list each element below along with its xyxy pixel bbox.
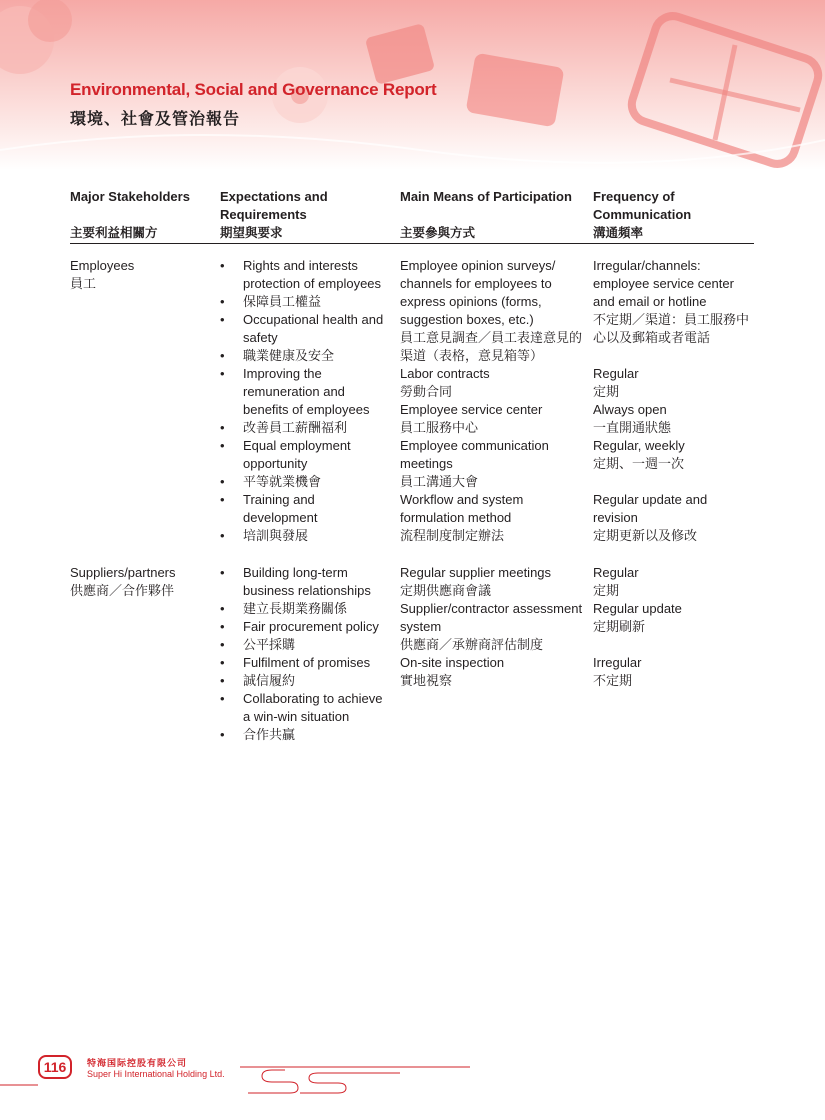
stakeholder-table [70, 188, 754, 764]
list-item: • Rights and interests protection of employees [220, 257, 390, 293]
list-item: • Improving the remuneration and benefits of employees [220, 365, 390, 419]
stakeholder-cell: Suppliers/partners 供應商／合作夥伴 [70, 565, 176, 598]
table-row [70, 257, 754, 564]
list-item: • 保障員工權益 [220, 293, 390, 311]
list-item: • Fulfilment of promises [220, 654, 390, 672]
list-item: • Fair procurement policy [220, 618, 390, 636]
list-item: • Building long-term business relationships [220, 564, 390, 600]
list-item: • 公平採購 [220, 636, 390, 654]
header-major-stakeholders: Major Stakeholders 主要利益相關方 [70, 189, 190, 240]
list-item: • 職業健康及安全 [220, 347, 390, 365]
list-item: • 建立長期業務關係 [220, 600, 390, 618]
list-item: • Equal employment opportunity [220, 437, 390, 473]
report-title-en: Environmental, Social and Governance Report [70, 80, 437, 99]
frequency-cell: Regular 定期 Regular update 定期刷新 Irregular 不定期 [593, 565, 682, 688]
list-item: • 合作共贏 [220, 726, 390, 744]
stakeholder-cell: Employees 員工 [70, 258, 135, 291]
header-frequency: Frequency of Communication 溝通頻率 [593, 189, 692, 240]
expectations-list [220, 564, 390, 744]
header-means-of-participation: Main Means of Participation 主要參與方式 [400, 189, 572, 240]
means-cell: Employee opinion surveys/ channels for employees to express opinions (forms, suggestion boxes, etc.) 員工意見調查／員工表達意見的渠道（表格，意見箱等） Labor contracts 勞動合同 Employee service center 員工服務中心 Employee communication meetings 員工溝通大會 Workflow and system formulation method 流程制度制定辦法 [400, 258, 583, 543]
table-header [70, 188, 754, 244]
list-item: • Training and development [220, 491, 390, 527]
list-item: • 誠信履約 [220, 672, 390, 690]
expectations-list [220, 257, 390, 545]
company-name-zh: 特海国际控股有限公司 [87, 1058, 188, 1068]
header-expectations: Expectations and Requirements 期望與要求 [220, 189, 328, 240]
table-row [70, 564, 754, 764]
expectations-cell [220, 564, 390, 744]
frequency-cell: Irregular/channels: employee service center and email or hotline 不定期／渠道：員工服務中心以及郵箱或者電話 Regular 定期 Always open 一直開通狀態 Regular, weekly 定期、一週一次 Regular update and revision 定期更新以及修改 [593, 258, 750, 543]
list-item: • Collaborating to achieve a win-win situation [220, 690, 390, 726]
list-item: • 平等就業機會 [220, 473, 390, 491]
list-item: • 改善員工薪酬福利 [220, 419, 390, 437]
page-number: 116 [38, 1055, 72, 1079]
list-item: • 培訓與發展 [220, 527, 390, 545]
report-title-zh: 環境、社會及管治報告 [70, 111, 241, 128]
list-item: • Occupational health and safety [220, 311, 390, 347]
page-footer [0, 1050, 825, 1120]
company-name-en: Super Hi International Holding Ltd. [87, 1069, 225, 1079]
means-cell: Regular supplier meetings 定期供應商會議 Supplier/contractor assessment system 供應商／承辦商評估制度 On-site inspection 實地視察 [400, 565, 583, 688]
expectations-cell [220, 257, 390, 545]
